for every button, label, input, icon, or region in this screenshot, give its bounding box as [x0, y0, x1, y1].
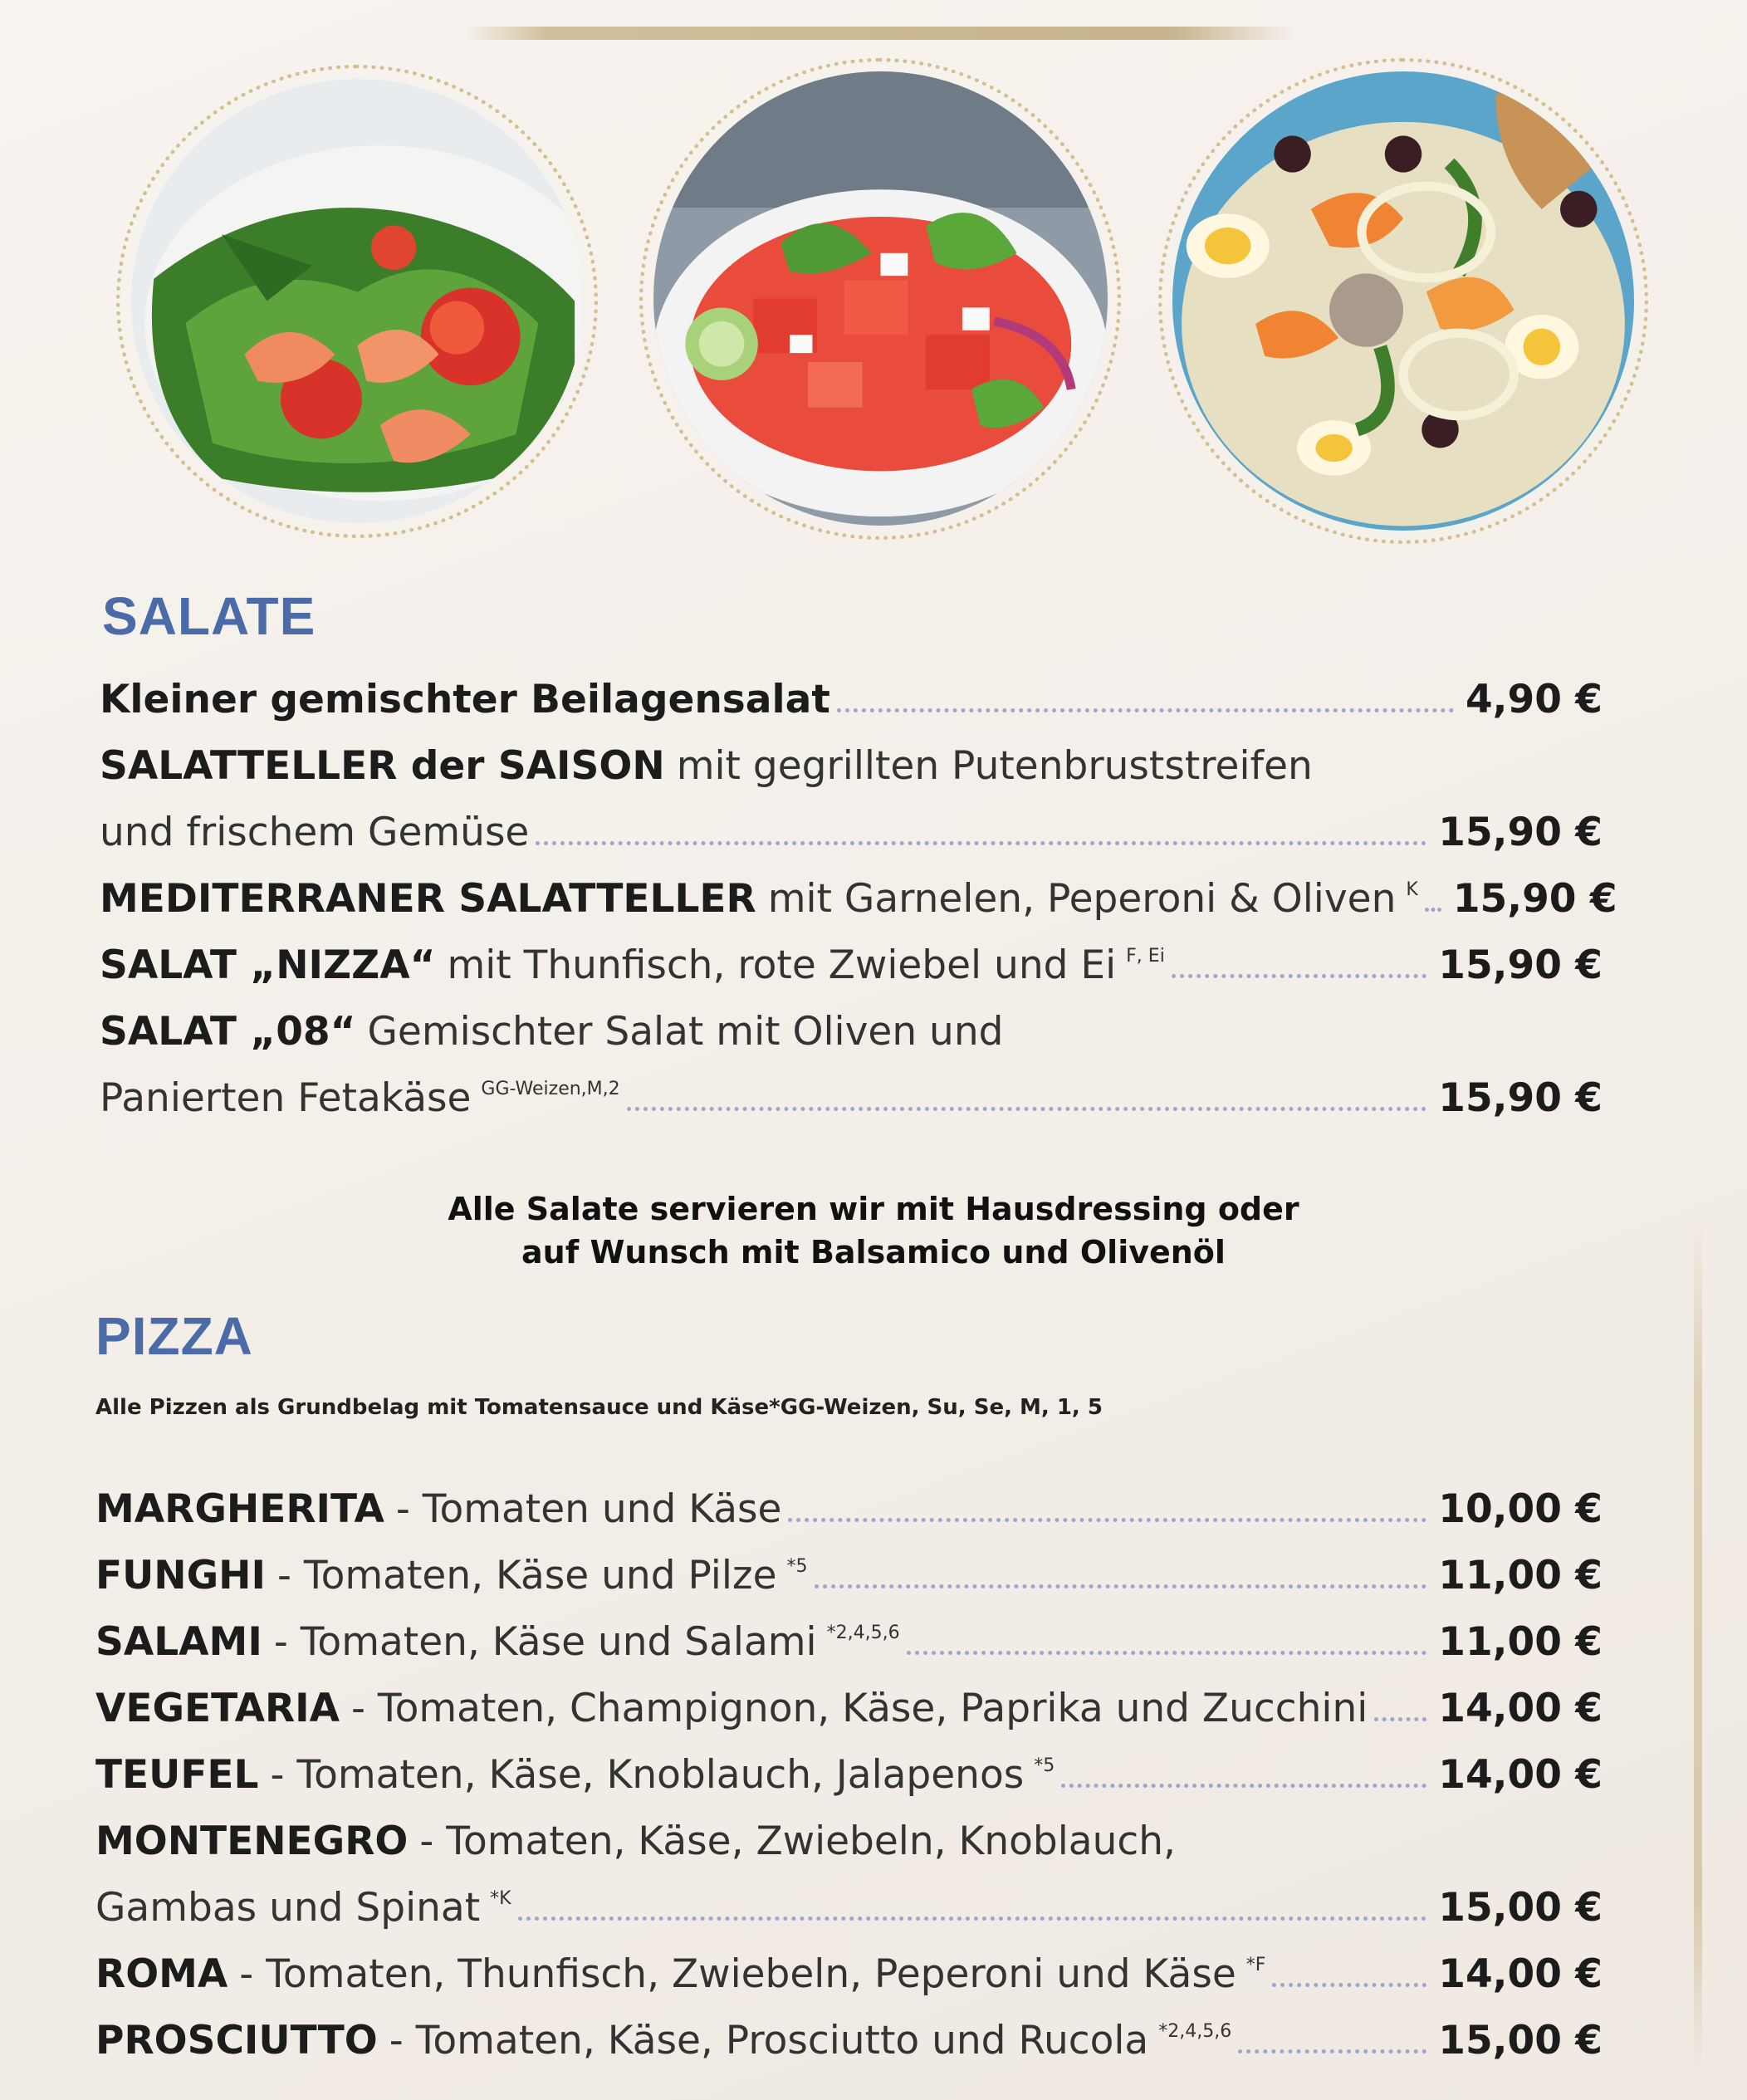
salad-dressing-note [0, 1187, 1747, 1274]
leader-dots [815, 1584, 1427, 1588]
note-line-2: auf Wunsch mit Balsamico und Olivenöl [521, 1234, 1226, 1270]
item-price: 4,90 € [1465, 677, 1603, 722]
decorative-brush-stroke-top [465, 27, 1295, 40]
salat-row-line1 [100, 996, 1003, 1055]
item-name: TEUFEL [95, 1752, 259, 1798]
allergen-codes: *K [490, 1888, 511, 1909]
item-description: - Tomaten und Käse [395, 1486, 782, 1532]
item-description: mit gegrillten Putenbruststreifen [676, 743, 1313, 789]
salat-row [100, 797, 1603, 855]
item-description: - Tomaten, Käse und Pilze [277, 1553, 777, 1598]
pizza-row [95, 1474, 1603, 1532]
item-name: Kleiner gemischter Beilagensalat [100, 677, 830, 722]
salat-row [100, 664, 1603, 722]
item-name: VEGETARIA [95, 1686, 340, 1731]
allergen-codes: GG-Weizen,M,2 [481, 1079, 620, 1099]
item-price: 11,00 € [1438, 1553, 1603, 1598]
item-description: mit Garnelen, Peperoni & Oliven [767, 876, 1397, 922]
note-line-1: Alle Salate servieren wir mit Hausdressing oder [448, 1191, 1299, 1227]
item-price: 15,00 € [1438, 1885, 1603, 1931]
leader-dots [1238, 2049, 1426, 2053]
pizza-base-note: Alle Pizzen als Grundbelag mit Tomatensauce und Käse*GG-Weizen, Su, Se, M, 1, 5 [95, 1395, 1103, 1420]
item-price: 14,00 € [1438, 1686, 1603, 1731]
item-description: mit Thunfisch, rote Zwiebel und Ei [447, 942, 1117, 988]
item-price: 15,00 € [1438, 2018, 1603, 2063]
leader-dots [518, 1916, 1427, 1921]
leader-dots [1425, 908, 1441, 912]
item-name: MEDITERRANER SALATTELLER [100, 876, 756, 922]
item-name: PROSCIUTTO [95, 2018, 378, 2063]
pizza-row [95, 1673, 1603, 1731]
watermelon-salad-photo [653, 71, 1108, 526]
item-description-cont: und frischem Gemüse [100, 810, 530, 855]
item-name: ROMA [95, 1951, 228, 1997]
allergen-codes: *2,4,5,6 [1158, 2021, 1232, 2042]
item-description: - Tomaten, Käse, Zwiebeln, Knoblauch, [419, 1819, 1176, 1864]
pizza-row [95, 1540, 1603, 1598]
leader-dots [1172, 974, 1426, 978]
allergen-codes: *F [1245, 1955, 1266, 1975]
nicoise-salad-photo [1172, 71, 1634, 531]
leader-dots [907, 1651, 1427, 1655]
pizza-row [95, 1872, 1603, 1931]
leader-dots [1061, 1784, 1426, 1788]
item-name: MARGHERITA [95, 1486, 384, 1532]
allergen-codes: *5 [1034, 1755, 1055, 1776]
leader-dots [536, 841, 1426, 845]
item-description: - Tomaten, Käse und Salami [273, 1619, 817, 1665]
item-name: FUNGHI [95, 1553, 267, 1598]
item-price: 14,00 € [1438, 1951, 1603, 1997]
item-name: SALAT „NIZZA“ [100, 942, 436, 988]
item-description: - Tomaten, Käse, Knoblauch, Jalapenos [270, 1752, 1025, 1798]
item-description: - Tomaten, Käse, Prosciutto und Rucola [389, 2018, 1149, 2063]
item-description: Gemischter Salat mit Oliven und [367, 1009, 1004, 1055]
item-name: SALATTELLER der SAISON [100, 743, 665, 789]
salat-row [100, 930, 1603, 988]
item-description: - Tomaten, Thunfisch, Zwiebeln, Peperoni und Käse [239, 1951, 1236, 1997]
item-price: 11,00 € [1438, 1619, 1603, 1665]
pizza-row [95, 1939, 1603, 1997]
allergen-codes: K [1406, 879, 1418, 900]
item-description: - Tomaten, Champignon, Käse, Paprika und Zucchini [351, 1686, 1368, 1731]
salat-row [100, 864, 1617, 922]
allergen-codes: F, Ei [1126, 946, 1165, 967]
item-price: 15,90 € [1452, 876, 1617, 922]
pizza-row [95, 1607, 1603, 1665]
leader-dots [837, 708, 1454, 712]
item-price: 15,90 € [1438, 1075, 1603, 1121]
salat-row-line1 [100, 731, 1313, 789]
pizza-row [95, 2005, 1603, 2063]
pizza-section-title: PIZZA [95, 1306, 253, 1366]
shrimp-salad-photo [131, 79, 584, 523]
item-description-cont: Gambas und Spinat [95, 1885, 481, 1931]
item-name: SALAMI [95, 1619, 262, 1665]
item-description-cont: Panierten Fetakäse [100, 1075, 472, 1121]
item-price: 14,00 € [1438, 1752, 1603, 1798]
item-price: 10,00 € [1438, 1486, 1603, 1532]
item-name: MONTENEGRO [95, 1819, 409, 1864]
item-name: SALAT „08“ [100, 1009, 356, 1055]
allergen-codes: *2,4,5,6 [826, 1623, 900, 1643]
decorative-brush-stroke-right [1694, 1221, 1702, 2068]
allergen-codes: *5 [786, 1556, 808, 1577]
salat-row [100, 1063, 1603, 1121]
leader-dots [1374, 1717, 1426, 1721]
leader-dots [627, 1107, 1427, 1111]
leader-dots [1272, 1983, 1426, 1987]
pizza-row-line1 [95, 1806, 1176, 1864]
pizza-row [95, 1740, 1603, 1798]
salate-section-title: SALATE [102, 586, 316, 646]
leader-dots [788, 1518, 1426, 1522]
item-price: 15,90 € [1438, 942, 1603, 988]
item-price: 15,90 € [1438, 810, 1603, 855]
